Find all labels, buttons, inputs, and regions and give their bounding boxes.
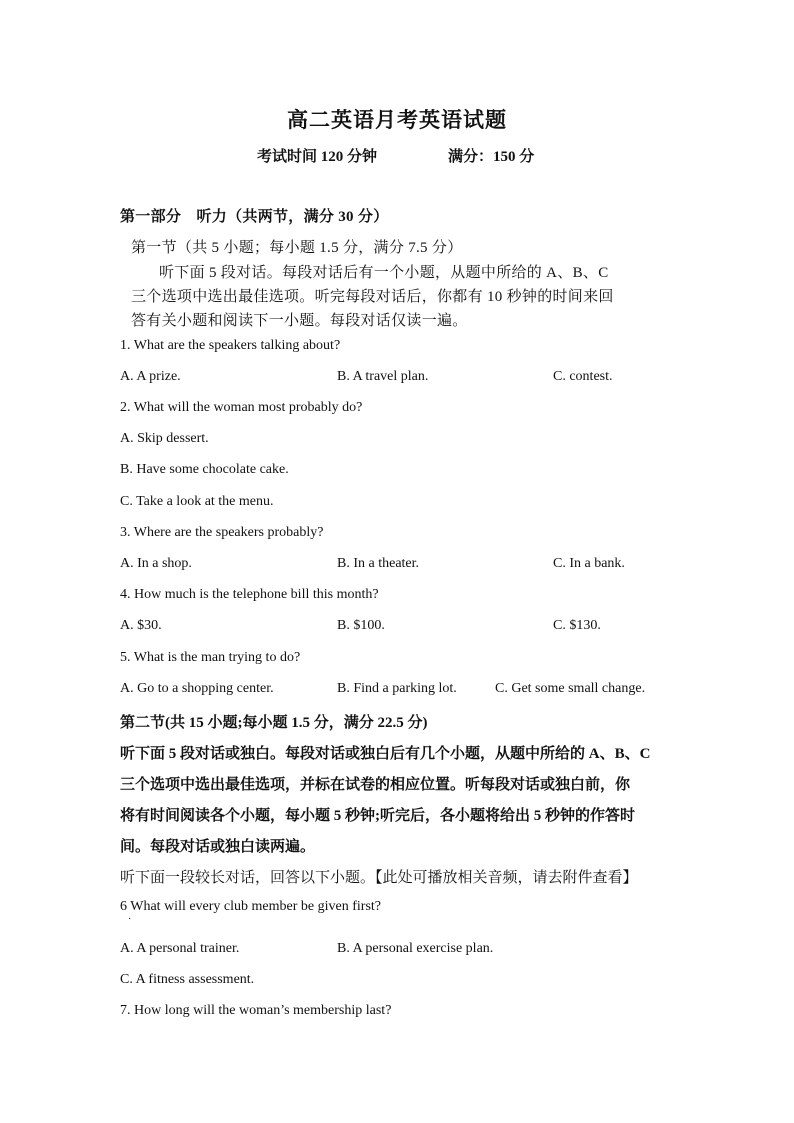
section2-instruction-line1: 听下面 5 段对话或独白。每段对话或独白后有几个小题，从题中所给的 A、B、C <box>120 746 651 762</box>
section1-heading: 第一节（共 5 小题；每小题 1.5 分，满分 7.5 分） <box>131 240 463 256</box>
exam-title: 高二英语月考英语试题 <box>287 108 507 132</box>
question-6-dot: · <box>128 914 132 925</box>
q4-option-b: B. $100. <box>337 618 385 633</box>
q5-option-a: A. Go to a shopping center. <box>120 681 274 696</box>
q3-option-b: B. In a theater. <box>337 556 420 571</box>
section2-instruction-line2: 三个选项中选出最佳选项，并标在试卷的相应位置。听每段对话或独白前，你 <box>120 777 631 793</box>
q2-option-a: A. Skip dessert. <box>120 431 209 446</box>
q4-option-c: C. $130. <box>553 618 601 633</box>
section2-instruction-line3: 将有时间阅读各个小题，每小题 5 秒钟;听完后，各小题将给出 5 秒钟的作答时 <box>120 808 635 824</box>
q3-option-c: C. In a bank. <box>553 556 625 571</box>
question-4: 4. How much is the telephone bill this month? <box>120 587 379 602</box>
question-5: 5. What is the man trying to do? <box>120 650 301 665</box>
section1-instruction-line3: 答有关小题和阅读下一小题。每段对话仅读一遍。 <box>131 313 468 329</box>
question-1: 1. What are the speakers talking about? <box>120 338 341 353</box>
q3-option-a: A. In a shop. <box>120 556 192 571</box>
q2-option-b: B. Have some chocolate cake. <box>120 462 289 477</box>
q1-option-b: B. A travel plan. <box>337 369 429 384</box>
q6-option-b: B. A personal exercise plan. <box>337 941 494 956</box>
question-2: 2. What will the woman most probably do? <box>120 400 363 415</box>
q5-option-c: C. Get some small change. <box>495 681 646 696</box>
exam-time: 考试时间 120 分钟 <box>257 149 378 165</box>
question-6: 6 What will every club member be given first? <box>120 899 381 914</box>
passage-note: 听下面一段较长对话，回答以下小题。【此处可播放相关音频，请去附件查看】 <box>120 870 638 886</box>
q5-option-b: B. Find a parking lot. <box>337 681 457 696</box>
q6-option-c: C. A fitness assessment. <box>120 972 255 987</box>
section2-instruction-line4: 间。每段对话或独白读两遍。 <box>120 839 316 855</box>
q1-option-c: C. contest. <box>553 369 613 384</box>
q1-option-a: A. A prize. <box>120 369 181 384</box>
question-3: 3. Where are the speakers probably? <box>120 525 324 540</box>
full-score: 满分：150 分 <box>448 149 535 165</box>
part1-heading: 第一部分 听力（共两节，满分 30 分） <box>120 209 389 225</box>
q6-option-a: A. A personal trainer. <box>120 941 240 956</box>
q2-option-c: C. Take a look at the menu. <box>120 494 274 509</box>
section1-instruction-line2: 三个选项中选出最佳选项。听完每段对话后，你都有 10 秒钟的时间来回 <box>131 289 614 305</box>
question-7: 7. How long will the woman’s membership last? <box>120 1003 392 1018</box>
section2-heading: 第二节(共 15 小题;每小题 1.5 分，满分 22.5 分) <box>120 715 428 731</box>
section1-instruction-line1: 听下面 5 段对话。每段对话后有一个小题，从题中所给的 A、B、C <box>159 265 609 281</box>
q4-option-a: A. $30. <box>120 618 162 633</box>
